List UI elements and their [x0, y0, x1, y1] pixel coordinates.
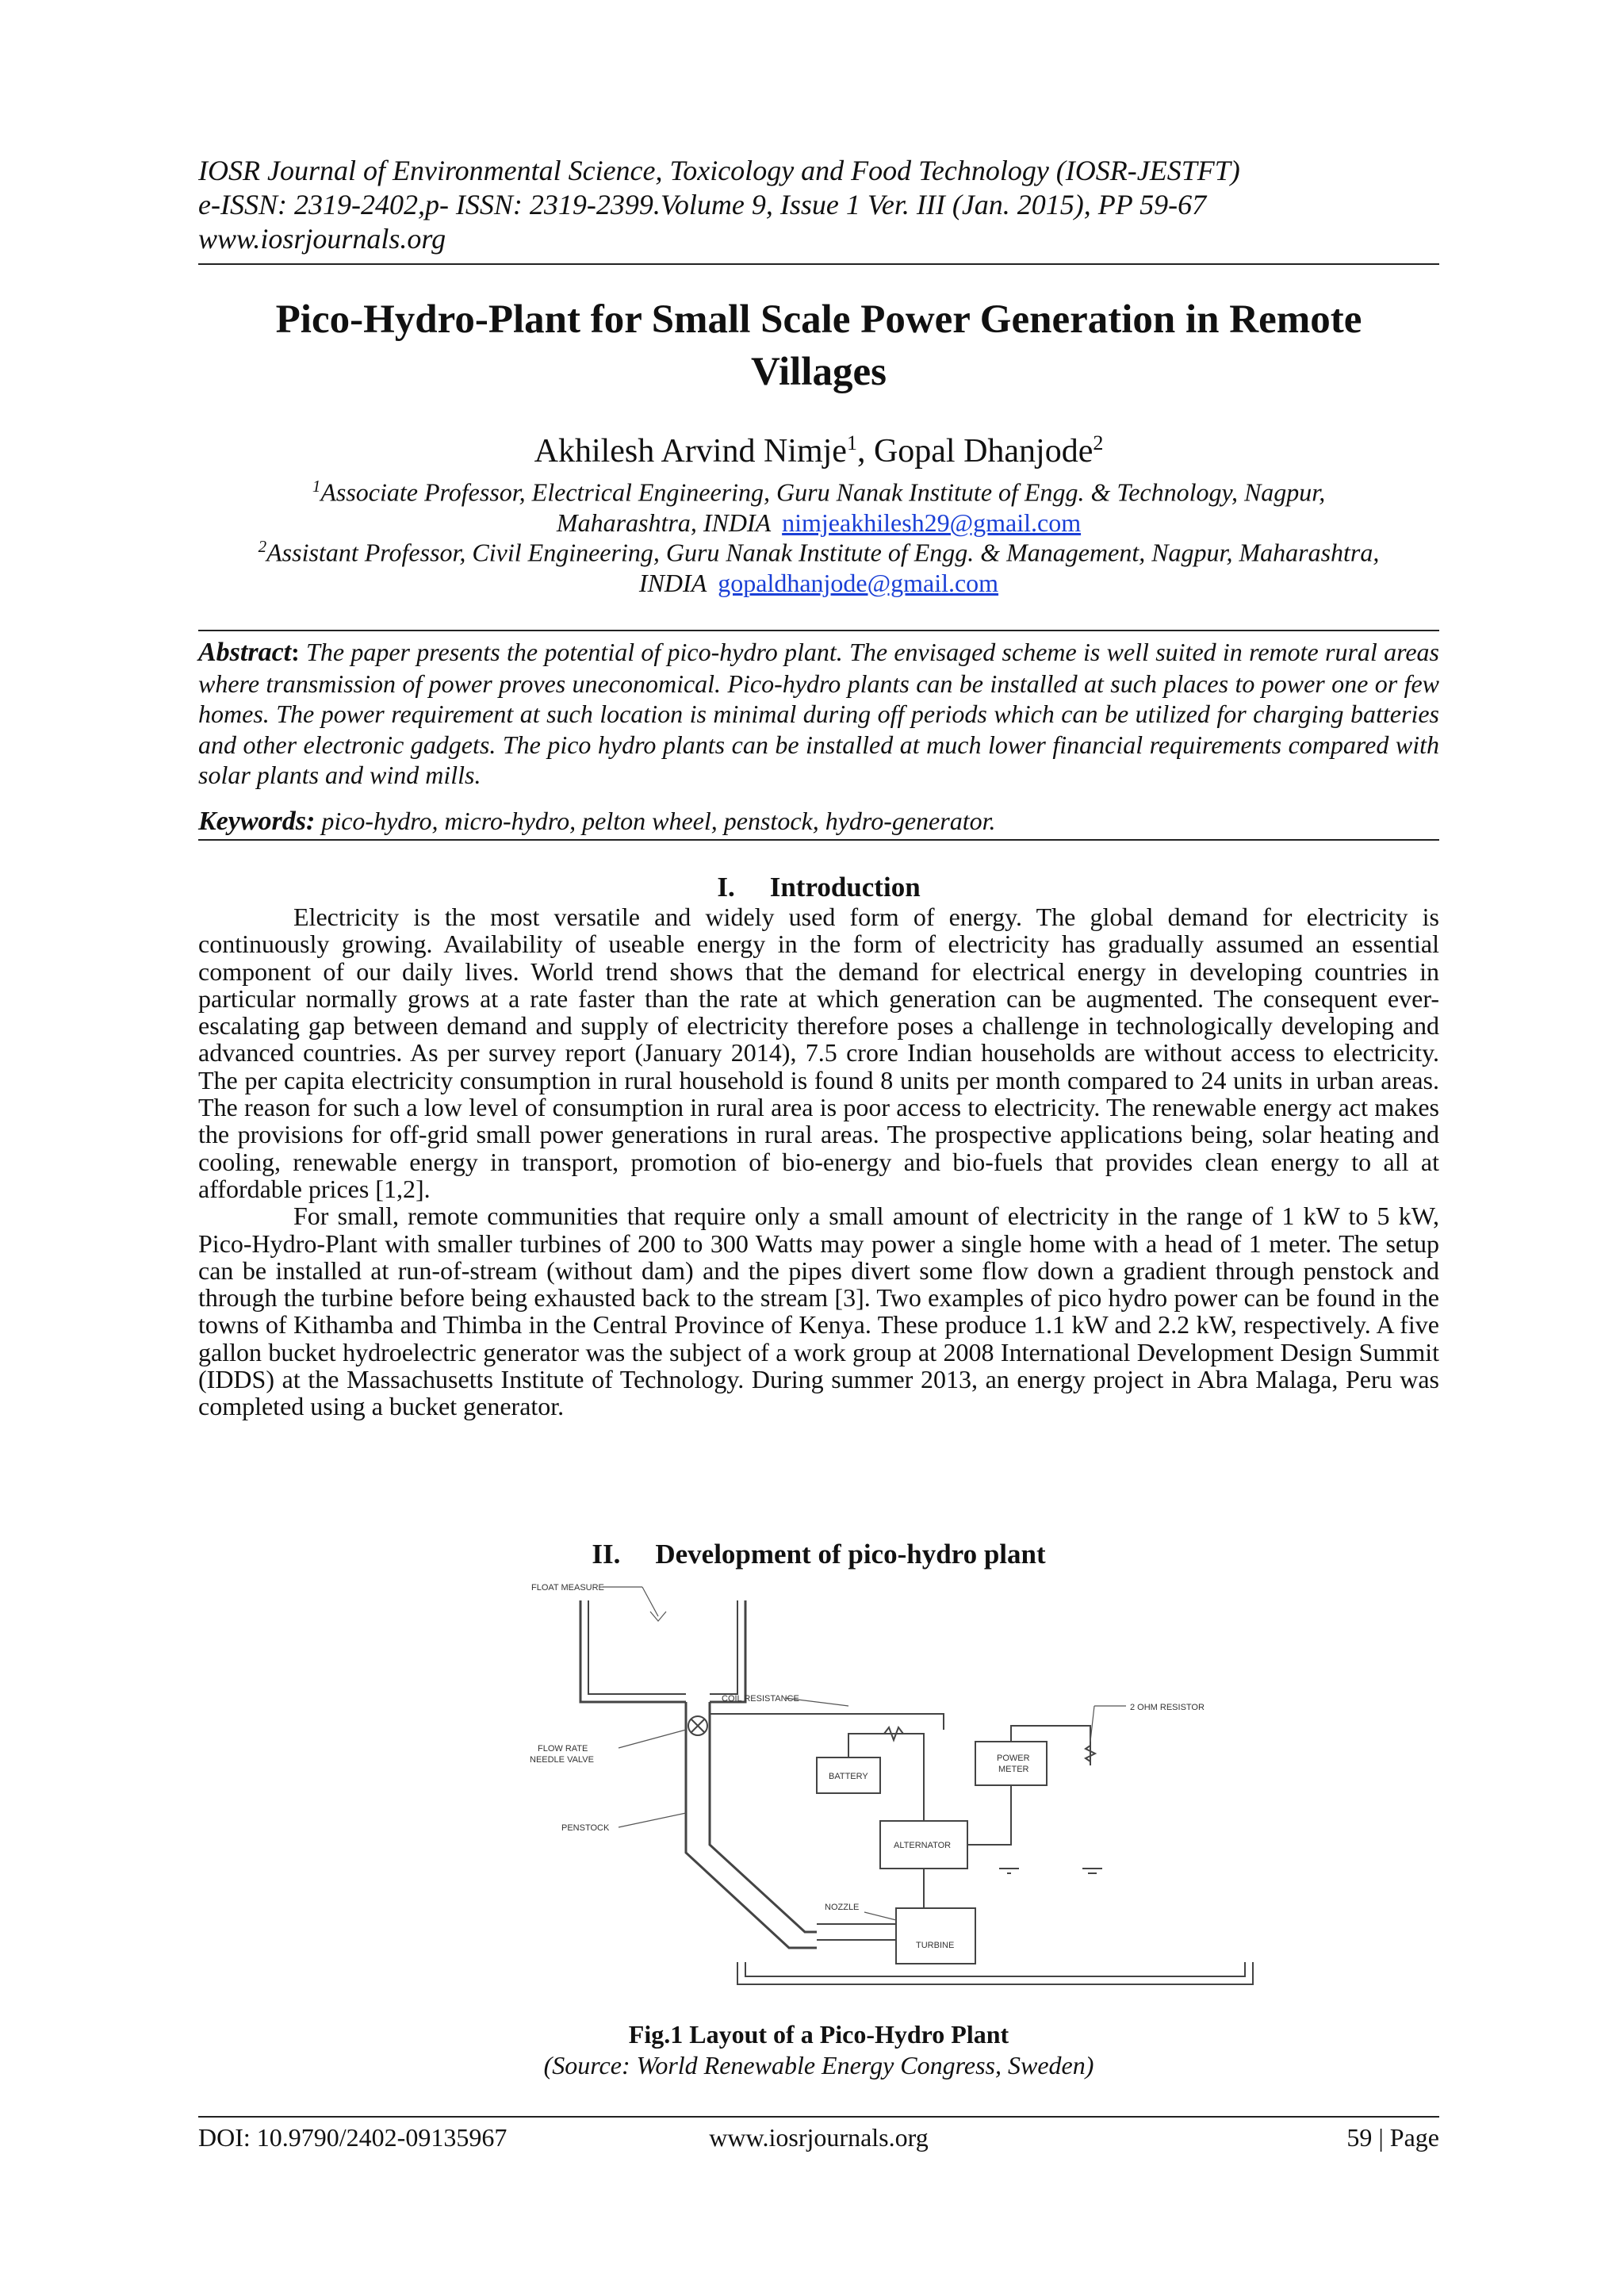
section-1-number: I. [717, 872, 735, 903]
paper-title [198, 293, 1439, 398]
author-1-sup: 1 [846, 431, 857, 454]
affiliation-2-line-2: INDIA [638, 568, 707, 597]
footer-page-number: 59 | Page [1346, 2123, 1439, 2152]
label-float-measure: FLOAT MEASURE [531, 1583, 604, 1593]
footer-doi: DOI: 10.9790/2402-09135967 [198, 2123, 508, 2152]
title-line-2: Villages [751, 350, 887, 394]
abstract [198, 637, 1439, 791]
paper-page [198, 0, 1439, 2296]
footer-website: www.iosrjournals.org [709, 2123, 929, 2152]
figure-source: (Source: World Renewable Energy Congress, Sweden) [543, 2051, 1094, 2079]
label-meter: METER [998, 1765, 1029, 1774]
author-2-sup: 2 [1093, 431, 1104, 454]
figure-1-diagram [523, 1575, 1300, 1987]
figure-caption: Fig.1 Layout of a Pico-Hydro Plant [628, 2020, 1009, 2049]
author-1: Akhilesh Arvind Nimje [534, 433, 847, 470]
section-heading-introduction [198, 872, 1439, 903]
label-turbine: TURBINE [916, 1941, 955, 1950]
title-line-1: Pico-Hydro-Plant for Small Scale Power Generation in Remote [275, 297, 1362, 342]
abstract-colon: : [291, 638, 300, 666]
keywords-text: pico-hydro, micro-hydro, pelton wheel, penstock, hydro-generator. [315, 807, 996, 835]
journal-name: IOSR Journal of Environmental Science, Toxicology and Food Technology (IOSR-JESTFT) [198, 155, 1240, 186]
label-nozzle: NOZZLE [825, 1903, 860, 1912]
label-coil-resistance: COIL RESISTANCE [722, 1694, 799, 1704]
label-2-ohm-resistor: 2 OHM RESISTOR [1130, 1703, 1205, 1712]
affiliation-2-sup: 2 [258, 537, 267, 556]
affiliation-1-line-1: Associate Professor, Electrical Engineering, Guru Nanak Institute of Engg. & Technology, Nagpur, [320, 477, 1326, 507]
email-link-2[interactable]: gopaldhanjode@gmail.com [718, 568, 999, 597]
introduction-body [198, 903, 1439, 1420]
section-heading-development [198, 1539, 1439, 1570]
label-power: POWER [997, 1754, 1030, 1763]
header-rule [198, 263, 1439, 265]
footer-rule [198, 2116, 1439, 2118]
email-link-1[interactable]: nimjeakhilesh29@gmail.com [782, 508, 1082, 537]
label-battery: BATTERY [829, 1772, 868, 1781]
section-2-number: II. [592, 1539, 621, 1570]
affiliation-1-sup: 1 [312, 477, 321, 496]
power-meter-box [975, 1742, 1047, 1785]
author-list [198, 424, 1439, 471]
label-alternator: ALTERNATOR [894, 1841, 952, 1850]
author-2: Gopal Dhanjode [873, 433, 1094, 470]
pico-hydro-layout-diagram [523, 1575, 1300, 1987]
journal-issn: e-ISSN: 2319-2402,p- ISSN: 2319-2399.Volume 9, Issue 1 Ver. III (Jan. 2015), PP 59-67 [198, 189, 1207, 220]
turbine-box [896, 1908, 975, 1964]
abstract-text: The paper presents the potential of pico-hydro plant. The envisaged scheme is well suited in remote rural areas where transmission of power proves uneconomical. Pico-hydro plants can be installed at such places to power one or few homes. The power requirement at such location is minimal during off periods which can be utilized for charging batteries and other electronic gadgets. The pico hydro plants can be installed at much lower financial requirements compared with solar plants and wind mills. [198, 638, 1439, 789]
label-penstock: PENSTOCK [561, 1823, 610, 1833]
section-2-title: Development of pico-hydro plant [655, 1539, 1046, 1570]
penstock-pipe [686, 1702, 817, 1948]
penstock-branch [710, 1714, 944, 1730]
abstract-label: Abstract [198, 638, 292, 667]
affiliation-2 [198, 531, 1439, 598]
affiliation-2-line-1: Assistant Professor, Civil Engineering, Guru Nanak Institute of Engg. & Management, Nagpur, Maharashtra, [266, 538, 1380, 567]
label-flow-rate: FLOW RATE [538, 1744, 588, 1754]
section-1-title: Introduction [769, 872, 921, 903]
abstract-top-rule [198, 630, 1439, 631]
journal-website: www.iosrjournals.org [198, 223, 446, 255]
abstract-bottom-rule [198, 839, 1439, 841]
reservoir-inner [588, 1600, 737, 1694]
label-needle-valve: NEEDLE VALVE [530, 1755, 594, 1765]
keywords-label: Keywords: [198, 807, 316, 836]
paragraph-1: Electricity is the most versatile and widely used form of energy. The global demand for electricity is continuously growing. Availability of useable energy in the form of electricity has gradually assumed an essential component of our daily lives. World trend shows that the demand for electrical energy in developing countries in particular normally grows at a rate faster than the rate at which generation can be augmented. The consequent ever-escalating gap between demand and supply of electricity therefore poses a challenge in technologically developing and advanced countries. As per survey report (January 2014), 7.5 crore Indian households are without access to electricity. The per capita electricity consumption in rural household is found 8 units per month compared to 24 units in urban areas. The reason for such a low level of consumption in rural area is poor access to electricity. The renewable energy act makes the provisions for off-grid small power generations in rural areas. The prospective applications being, solar heating and cooling, renewable energy in transport, promotion of bio-energy and bio-fuels that provides clean energy to all at affordable prices [1,2]. [198, 903, 1439, 1203]
author-separator: , [856, 433, 874, 470]
keywords [198, 806, 1439, 837]
affiliation-1-line-2: Maharashtra, INDIA [556, 508, 772, 537]
return-channel [737, 1962, 1253, 1984]
affiliation-1 [198, 471, 1439, 538]
journal-header [198, 154, 1439, 256]
paragraph-2: For small, remote communities that require only a small amount of electricity in the range of 1 kW to 5 kW, Pico-Hydro-Plant with smaller turbines of 200 to 300 Watts may power a single home with a head of 1 meter. The setup can be installed at run-of-stream (without dam) and the pipes divert some flow down a gradient through penstock and through the turbine before being exhausted back to the stream [3]. Two examples of pico hydro power can be found in the towns of Kithamba and Thimba in the Central Province of Kenya. These produce 1.1 kW and 2.2 kW, respectively. A five gallon bucket hydroelectric generator was the subject of a work group at 2008 International Development Design Summit (IDDS) at the Massachusetts Institute of Technology. During summer 2013, an energy project in Abra Malaga, Peru was completed using a bucket generator. [198, 1202, 1439, 1421]
